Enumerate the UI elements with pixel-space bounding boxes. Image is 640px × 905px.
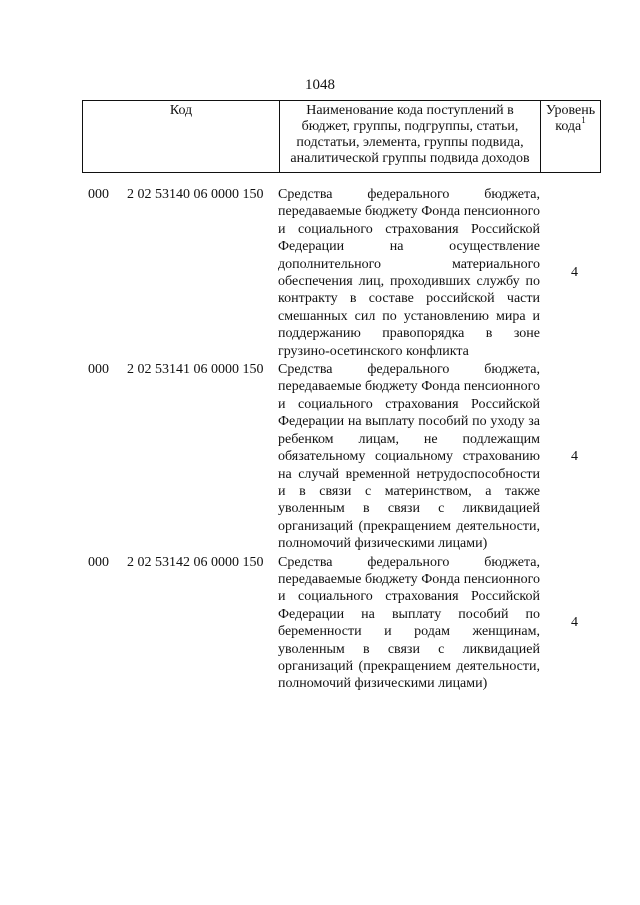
header-name: Наименование кода поступлений в бюджет, группы, подгруппы, статьи, подстатьи, элемента, группы подвида, аналитической группы подвида доходов [279,101,541,172]
row-income-name: Средства федерального бюджета, передаваемые бюджету Фонда пенсионного и социального страхования Российской Федерации на выплату пособий по уходу за ребенком лицам, не подлежащим обязательному социальному страхованию на случай временной нетрудоспособности и в связи с материнством, а также уволенным в связи с ликвидацией организаций (прекращением деятельности, полномочий физическими лицами) [278,362,540,552]
row-code-level: 4 [571,615,578,631]
row-income-code: 2 02 53140 06 0000 150 [127,187,264,202]
row-income-code: 2 02 53142 06 0000 150 [127,554,264,570]
row-admin-code: 000 [88,554,109,570]
header-code: Код [169,103,193,118]
table-header [82,100,601,173]
header-level-label: Уровень кода [545,103,596,134]
row-income-name: Средства федерального бюджета, передаваемые бюджету Фонда пенсионного и социального страхования Российской Федерации на выплату пособий по беременности и родам женщинам, уволенным в связи с ликвидацией организаций (прекращением деятельности, полномочий физическими лицами) [278,554,540,692]
row-code-level: 4 [571,265,578,281]
row-income-code: 2 02 53141 06 0000 150 [127,362,264,378]
table-row [82,554,601,693]
table-body [82,186,601,694]
row-admin-code: 000 [88,187,109,202]
table-row [82,186,601,360]
header-level-footnote: 1 [581,115,586,126]
table-row [82,361,601,552]
row-admin-code: 000 [88,362,109,378]
row-code-level: 4 [571,449,578,465]
header-level [541,101,600,172]
row-income-name: Средства федерального бюджета, передаваемые бюджету Фонда пенсионного и социального страхования Российской Федерации на осуществление дополнительного материального обеспечения лиц, проходивших службу по контракту в составе российской части смешанных сил по установлению мира и поддержанию правопорядка в зоне грузино-осетинского конфликта [278,187,540,359]
page-number: 1048 [305,77,335,93]
